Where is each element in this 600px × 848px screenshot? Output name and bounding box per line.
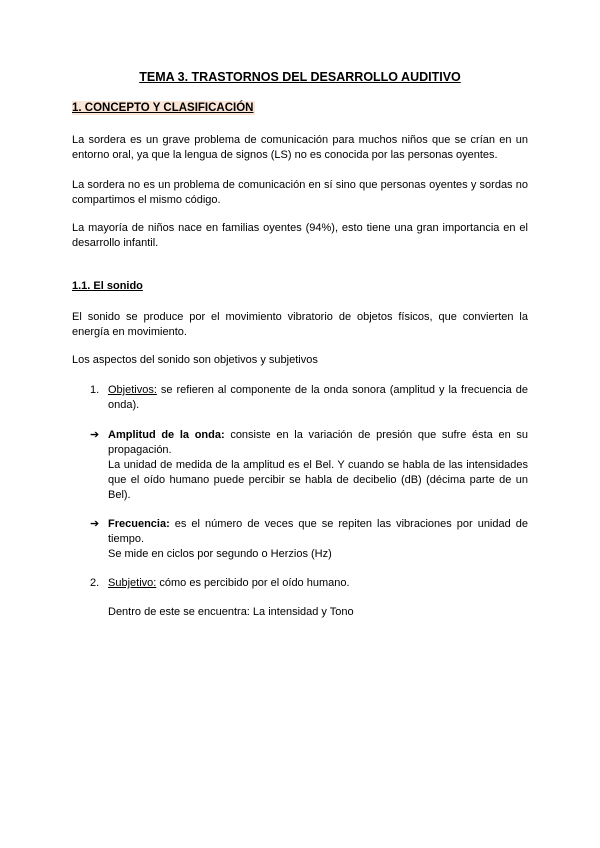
paragraph: Los aspectos del sonido son objetivos y subjetivos <box>72 354 318 366</box>
paragraph: La sordera es un grave problema de comunicación para muchos niños que se crían en un entorno oral, ya que la lengua de signos (LS) no es conocida por las personas oyentes. <box>72 134 528 161</box>
subsection-heading: 1.1. El sonido <box>72 280 143 292</box>
bullet-extra: Se mide en ciclos por segundo o Herzios (Hz) <box>108 548 332 560</box>
bullet-text: consiste en la variación de presión que sufre ésta en su propagación. <box>108 429 528 456</box>
list-number: 1. <box>90 384 100 396</box>
page-title: TEMA 3. TRASTORNOS DEL DESARROLLO AUDITIVO <box>139 70 461 84</box>
list-number: 2. <box>90 577 100 589</box>
paragraph: La sordera no es un problema de comunicación en sí sino que personas oyentes y sordas no compartimos el mismo código. <box>72 179 528 206</box>
paragraph: La mayoría de niños nace en familias oyentes (94%), esto tiene una gran importancia en el desarrollo infantil. <box>72 222 528 249</box>
paragraph: El sonido se produce por el movimiento vibratorio de objetos físicos, que convierten la energía en movimiento. <box>72 311 528 338</box>
paragraph: Dentro de este se encuentra: La intensidad y Tono <box>108 606 354 618</box>
arrow-icon: ➔ <box>90 429 100 441</box>
list-term: Subjetivo: <box>108 577 157 589</box>
list-text: se refieren al componente de la onda sonora (amplitud y la frecuencia de onda). <box>108 384 528 411</box>
list-text: cómo es percibido por el oído humano. <box>156 577 350 589</box>
list-item <box>108 576 528 591</box>
bullet-term: Amplitud de la onda: <box>108 429 225 441</box>
bullet-term: Frecuencia: <box>108 518 170 530</box>
bullet-item <box>108 428 528 503</box>
arrow-icon: ➔ <box>90 518 100 530</box>
list-item <box>108 383 528 413</box>
bullet-item <box>108 517 528 562</box>
list-term: Objetivos: <box>108 384 157 396</box>
section-heading: 1. CONCEPTO Y CLASIFICACIÓN <box>72 102 254 114</box>
bullet-text: es el número de veces que se repiten las vibraciones por unidad de tiempo. <box>108 518 528 545</box>
bullet-extra: La unidad de medida de la amplitud es el Bel. Y cuando se habla de las intensidades que el oído humano puede percibir se habla de decibelio (dB) (décima parte de un Bel). <box>108 459 528 501</box>
